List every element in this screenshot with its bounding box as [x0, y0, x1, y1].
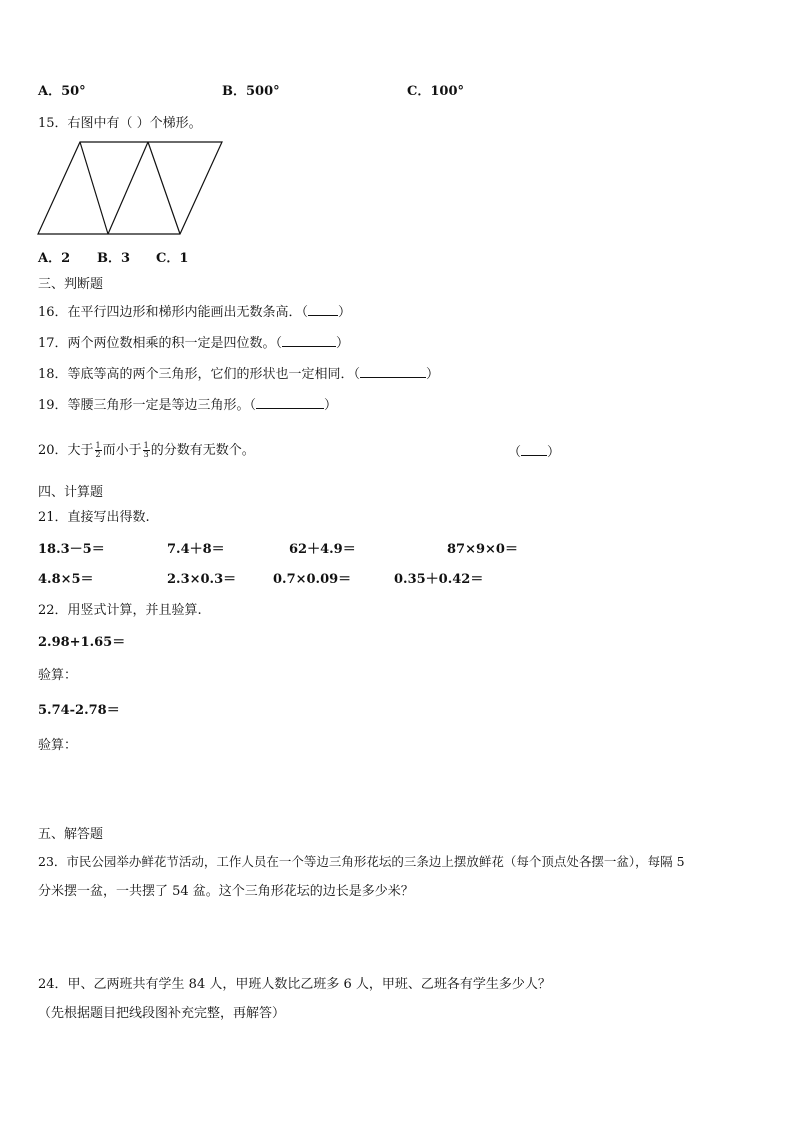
q20-prefix: 20．大于 [38, 443, 94, 458]
q18 [38, 365, 439, 383]
q18-close: ） [426, 367, 440, 382]
q20-fraction-1 [95, 442, 102, 459]
q22-stem: 22．用竖式计算，并且验算. [38, 603, 202, 618]
q19 [38, 396, 337, 414]
q22-expr-1: 2.98+1.65＝ [38, 635, 126, 650]
q19-answer-blank[interactable] [256, 396, 324, 409]
q22-check-1: 验算： [38, 668, 78, 683]
q24-line-1: 24．甲、乙两班共有学生 84 人，甲班人数比乙班多 6 人，甲班、乙班各有学生多少人？ [38, 977, 551, 992]
trapezoid-figure [34, 138, 234, 238]
q19-text: 19．等腰三角形一定是等边三角形。（ [38, 398, 257, 413]
q16 [38, 303, 351, 321]
q21-item-8: 0.35＋0.42＝ [394, 572, 484, 587]
q17-answer-blank[interactable] [282, 334, 336, 347]
q20-paren-open: （ [508, 445, 522, 460]
q20-answer-blank[interactable] [521, 443, 547, 456]
q20-fraction-1-denominator: 2 [95, 450, 101, 459]
q15-option-a: A．2 [38, 251, 71, 266]
q17 [38, 334, 349, 352]
q20-suffix: 的分数有无数个。 [150, 443, 255, 458]
q19-close: ） [324, 398, 338, 413]
q21-item-1: 18.3－5＝ [38, 542, 105, 557]
q16-close: ） [338, 305, 352, 320]
q21-item-2: 7.4＋8＝ [167, 542, 225, 557]
q18-answer-blank[interactable] [360, 365, 426, 378]
q15-stem: 15．右图中有（ ）个梯形。 [38, 116, 202, 131]
q14-option-a: A．50° [38, 84, 86, 99]
q23-line-2: 分米摆一盆，一共摆了 54 盆。这个三角形花坛的边长是多少米？ [38, 884, 414, 899]
q20-paren-close: ） [547, 445, 561, 460]
q17-close: ） [336, 336, 350, 351]
q21-item-3: 62＋4.9＝ [289, 542, 356, 557]
q15-option-c: C．1 [156, 251, 189, 266]
q20-fraction-2 [143, 442, 150, 459]
q21-item-5: 4.8×5＝ [38, 572, 94, 587]
section3-title: 三、判断题 [38, 277, 104, 292]
q14-option-b: B．500° [222, 84, 280, 99]
q18-text: 18．等底等高的两个三角形，它们的形状也一定相同．（ [38, 367, 361, 382]
q24-line-2: （先根据题目把线段图补充完整，再解答） [38, 1006, 286, 1021]
q16-text: 16．在平行四边形和梯形内能画出无数条高．（ [38, 305, 309, 320]
q20-fraction-1-numerator: 1 [95, 441, 101, 450]
q21-item-7: 0.7×0.09＝ [273, 572, 352, 587]
q15-option-b: B．3 [97, 251, 131, 266]
q20-fraction-2-numerator: 1 [143, 441, 149, 450]
q20-answer [508, 443, 560, 461]
q21-item-6: 2.3×0.3＝ [167, 572, 237, 587]
q16-answer-blank[interactable] [308, 303, 338, 316]
section4-title: 四、计算题 [38, 485, 104, 500]
q14-option-c: C．100° [407, 84, 464, 99]
q20-fraction-2-denominator: 3 [143, 450, 149, 459]
q22-check-2: 验算： [38, 738, 78, 753]
q20-middle: 而小于 [102, 443, 142, 458]
q22-expr-2: 5.74-2.78＝ [38, 703, 120, 718]
section5-title: 五、解答题 [38, 827, 104, 842]
q21-item-4: 87×9×0＝ [447, 542, 518, 557]
q23-line-1: 23．市民公园举办鲜花节活动，工作人员在一个等边三角形花坛的三条边上摆放鲜花（每个顶点处各摆一盆），每隔 5 [38, 854, 685, 869]
q21-stem: 21．直接写出得数. [38, 510, 150, 525]
q20 [38, 441, 255, 461]
q17-text: 17．两个两位数相乘的积一定是四位数。（ [38, 336, 283, 351]
